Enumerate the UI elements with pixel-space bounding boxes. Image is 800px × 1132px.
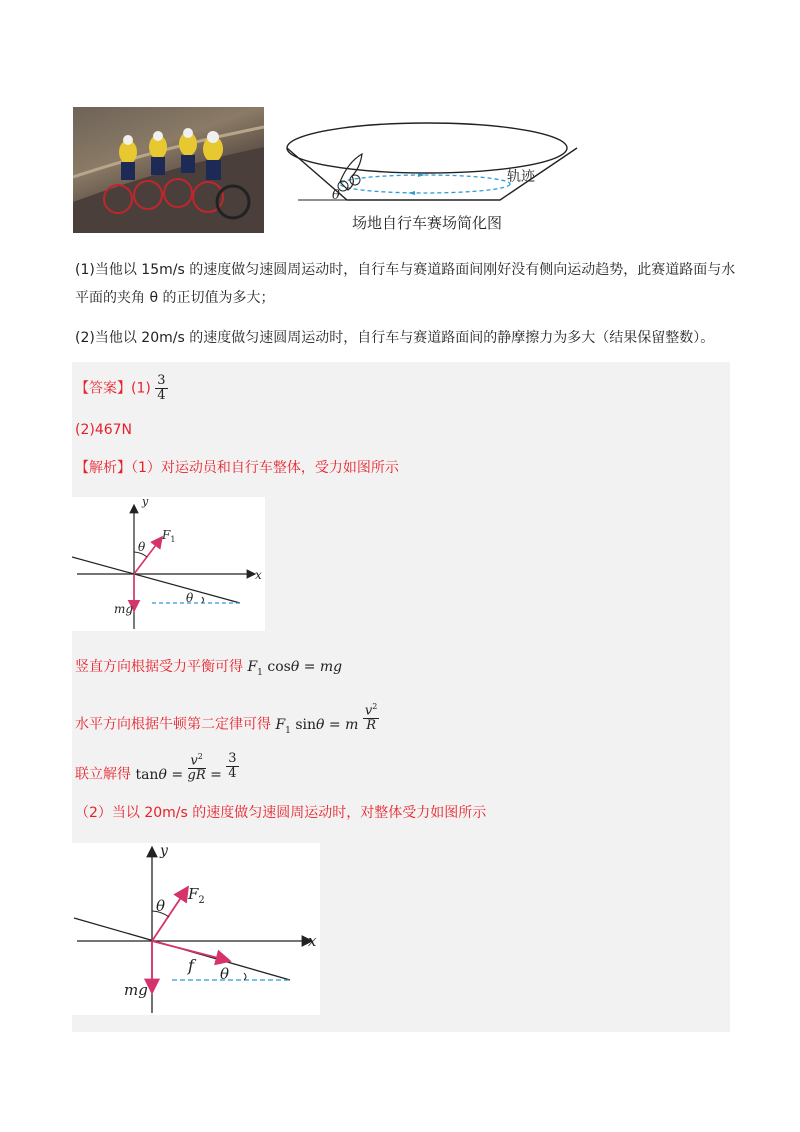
analysis-label: 【解析】 [75, 460, 131, 476]
answer-part-2: (2)467N [75, 422, 133, 438]
diagram1-force-symbol: F [162, 528, 171, 542]
diagram2-x-label: x [308, 932, 317, 950]
diagram1-y-label: y [142, 497, 149, 508]
diagram2-force-subscript: 2 [198, 895, 205, 906]
diagram1-weight-label: mg [114, 602, 134, 616]
horizontal-newton-equation: $F_1$ sinθ = m $\frac{v^2}{R}$ [275, 702, 378, 736]
answer-line [75, 374, 168, 403]
force-diagram-1 [72, 497, 265, 631]
diagram2-weight-label: mg [124, 981, 148, 999]
answer-fraction [155, 374, 167, 403]
track-theta: θ [332, 188, 340, 203]
part-2-intro: （2）当以 20m/s 的速度做匀速圆周运动时，对整体受力如图所示 [75, 805, 487, 821]
diagram1-force-subscript: 1 [170, 535, 176, 544]
horizontal-newton-line [75, 702, 379, 741]
diagram1-theta-top: θ [138, 540, 146, 554]
vertical-balance-equation: $F_1$ cosθ = mg [247, 659, 343, 678]
vertical-balance-text: 竖直方向根据受力平衡可得 [75, 659, 243, 675]
analysis-intro: （1）对运动员和自行车整体，受力如图所示 [131, 460, 399, 476]
diagram2-force-symbol: F [188, 885, 199, 903]
combined-solution-equation: tanθ = $\frac{v^2}{gR}$ = $\frac{3}{4}$ [135, 751, 237, 784]
answer-fraction-denominator: 4 [157, 388, 166, 403]
diagram2-force-label [187, 885, 205, 906]
cyclists-photo-image [73, 107, 264, 233]
analysis-intro-line [75, 458, 399, 478]
combined-solution-text: 联立解得 [75, 766, 131, 783]
diagram2-theta-bottom: θ [220, 965, 230, 983]
diagram1-x-label: x [255, 568, 262, 582]
question-1-line-2: 平面的夹角 θ 的正切值为多大； [75, 290, 275, 306]
track-label: 轨迹 [507, 169, 535, 185]
diagram1-theta-bottom: θ [186, 591, 194, 605]
diagram1-force-label [161, 528, 175, 544]
diagram2-theta-top: θ [156, 897, 166, 915]
diagram2-y-label: y [160, 843, 168, 859]
question-2: (2)当他以 20m/s 的速度做匀速圆周运动时，自行车与赛道路面间的静摩擦力为多大（结果保留整数）。 [75, 330, 715, 346]
diagram2-friction-label: f [188, 956, 194, 975]
force-diagram-2 [72, 843, 320, 1015]
vertical-balance-line [75, 657, 342, 683]
answer-fraction-numerator: 3 [157, 373, 166, 388]
answer-part1-prefix: (1) [131, 380, 151, 397]
horizontal-newton-text: 水平方向根据牛顿第二定律可得 [75, 716, 271, 733]
combined-solution-line [75, 751, 239, 791]
answer-label: 【答案】 [75, 380, 131, 397]
figure-caption: 场地自行车赛场简化图 [352, 214, 503, 232]
question-1-line-1: (1)当他以 15m/s 的速度做匀速圆周运动时，自行车与赛道路面间刚好没有侧向运动趋势，此赛道路面与水 [75, 262, 736, 278]
